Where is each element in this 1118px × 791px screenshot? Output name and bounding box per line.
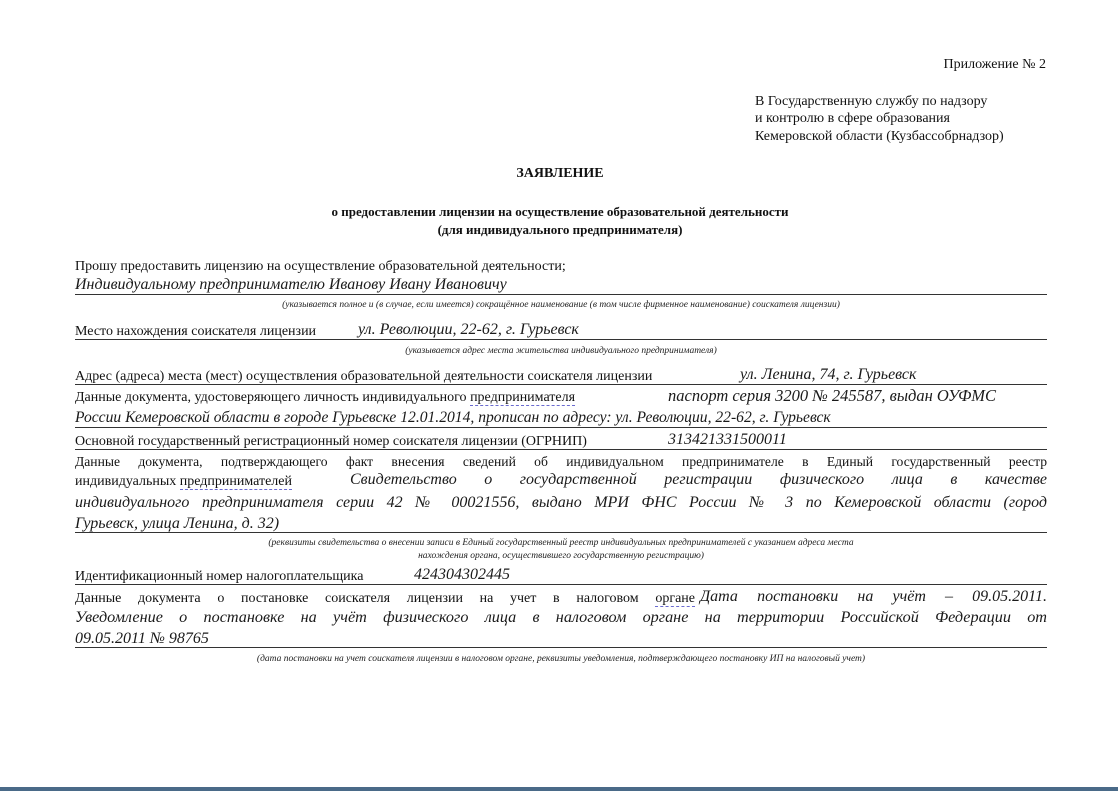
identity-doc-value-1: паспорт серия 3200 № 245587, выдан ОУФМС xyxy=(668,386,997,405)
ogrnip-label-underlined: (ОГРНИП) xyxy=(521,434,587,449)
registry-label-2-underlined: предпринимателей xyxy=(179,474,293,489)
tax-registration-label-text: Данные документа о постановке соискателя лицензии на учет в налоговом xyxy=(75,591,656,606)
identity-doc-label-underlined: предпринимателя xyxy=(470,390,576,405)
inn-label xyxy=(75,568,363,585)
registry-note-1: (реквизиты свидетельства о внесении записи в Единый государственный реестр индивидуальных предпринимателей с указанием адреса места xyxy=(268,538,854,548)
request-underline xyxy=(75,294,1047,295)
registry-label-1: Данные документа, подтверждающего факт внесения сведений об индивидуальном предпринимателе в Единый государственный реестр xyxy=(75,454,1047,469)
ogrnip-value: 313421331500011 xyxy=(668,431,787,448)
location-label-underlined: лицензии xyxy=(259,324,317,339)
document-subtitle-2: (для индивидуального предпринимателя) xyxy=(437,222,683,237)
tax-registration-value-1: Дата постановки на учёт – 09.05.2011. xyxy=(700,588,1047,605)
activity-address-label-text: Адрес (адреса) места (мест) осуществления образовательной деятельности соискателя xyxy=(75,369,597,384)
registry-value-3: Гурьевск, улица Ленина, д. 32) xyxy=(75,515,280,532)
identity-doc-label-text: Данные документа, удостоверяющего личность индивидуального xyxy=(75,390,471,405)
inn-label-text: Идентификационный номер xyxy=(75,569,247,584)
recipient-line-1: В Государственную службу по надзору xyxy=(755,94,988,109)
registry-underline xyxy=(75,532,1047,533)
recipient-line-2: и контролю в сфере образования xyxy=(755,111,950,126)
inn-value: 424304302445 xyxy=(414,566,510,583)
activity-address-label xyxy=(75,368,652,385)
tax-registration-label xyxy=(75,590,695,607)
ogrnip-label-text: Основной государственный регистрационный номер соискателя лицензии xyxy=(75,434,522,449)
request-value: Индивидуальному предпринимателю Иванову Ивану Ивановичу xyxy=(75,276,507,293)
tax-registration-note: (дата постановки на учет соискателя лицензии в налоговом органе, реквизиты уведомления, подтверждающего постановку ИП на налоговый учет) xyxy=(256,654,866,664)
registry-note-2: нахождения органа, осуществившего государственную регистрацию) xyxy=(418,551,704,561)
recipient-line-3: Кемеровской области (Кузбассобрнадзор) xyxy=(755,129,1004,144)
location-value: ул. Революции, 22-62, г. Гурьевск xyxy=(358,321,579,338)
tax-registration-underline xyxy=(75,647,1047,648)
identity-doc-value-2: России Кемеровской области в городе Гурьевске 12.01.2014, прописан по адресу: ул. Революции, 22-62, г. Гурьевск xyxy=(75,409,831,426)
tax-registration-value-3: 09.05.2011 № 98765 xyxy=(75,630,209,647)
inn-underline xyxy=(75,584,1047,585)
ogrnip-label xyxy=(75,433,587,450)
ogrnip-underline xyxy=(75,449,1047,450)
registry-value-1: Свидетельство о государственной регистрации физического лица в качестве xyxy=(350,471,1047,488)
request-note: (указывается полное и (в случае, если имеется) сокращённое наименование (в том числе фирменное наименование) соискателя лицензии) xyxy=(282,300,840,310)
registry-label-2-text: индивидуальных xyxy=(75,474,180,489)
activity-address-label-underlined: лицензии xyxy=(596,369,653,384)
tax-registration-label-underlined: органе xyxy=(655,591,695,606)
identity-doc-underline xyxy=(75,427,1047,428)
location-label-text: Место нахождения соискателя xyxy=(75,324,260,339)
location-underline xyxy=(75,339,1047,340)
request-label: Прошу предоставить лицензию на осуществление образовательной деятельности; xyxy=(75,259,566,274)
activity-address-underline xyxy=(75,384,1047,385)
tax-registration-value-2: Уведомление о постановке на учёт физического лица в налоговом органе на территории Российской Федерации от xyxy=(75,608,1047,626)
appendix-label: Приложение № 2 xyxy=(943,57,1046,72)
registry-label-2 xyxy=(75,473,292,490)
bottom-edge-bar xyxy=(0,787,1118,791)
location-label xyxy=(75,323,316,340)
inn-label-underlined: налогоплательщика xyxy=(246,569,364,584)
location-note: (указывается адрес места жительства индивидуального предпринимателя) xyxy=(405,346,717,356)
registry-value-2: индивидуального предпринимателя серии 42 № 00021556, выдано МРИ ФНС России № 3 по Кемеровской области (город xyxy=(75,494,1047,511)
document-title: ЗАЯВЛЕНИЕ xyxy=(516,166,604,181)
identity-doc-label xyxy=(75,389,575,406)
document-subtitle-1: о предоставлении лицензии на осуществление образовательной деятельности xyxy=(331,204,789,219)
activity-address-value: ул. Ленина, 74, г. Гурьевск xyxy=(740,366,917,383)
